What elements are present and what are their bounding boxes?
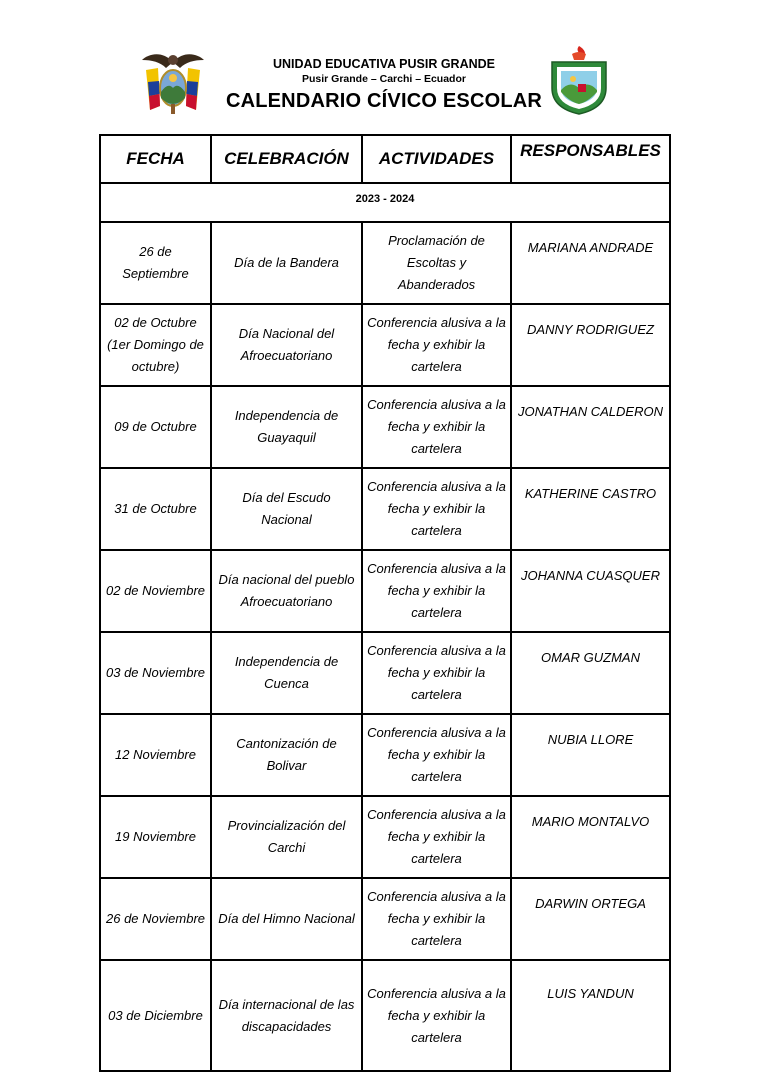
ecuador-coat-of-arms-icon — [140, 48, 206, 116]
table-row — [100, 222, 670, 304]
cell-responsable: OMAR GUZMAN — [511, 632, 670, 714]
cell-actividades: Conferencia alusiva a la fecha y exhibir la cartelera — [362, 550, 511, 632]
table-row — [100, 468, 670, 550]
cell-fecha: 02 de Noviembre — [100, 550, 211, 632]
cell-fecha: 31 de Octubre — [100, 468, 211, 550]
cell-celebracion: Día nacional del pueblo Afroecuatoriano — [211, 550, 362, 632]
cell-actividades: Proclamación de Escoltas y Abanderados — [362, 222, 511, 304]
table-header-row — [100, 135, 670, 183]
cell-actividades: Conferencia alusiva a la fecha y exhibir la cartelera — [362, 796, 511, 878]
cell-actividades: Conferencia alusiva a la fecha y exhibir la cartelera — [362, 878, 511, 960]
table-row — [100, 632, 670, 714]
cell-responsable: MARIO MONTALVO — [511, 796, 670, 878]
cell-fecha: 12 Noviembre — [100, 714, 211, 796]
table-row — [100, 304, 670, 386]
column-header-responsables: RESPONSABLES — [511, 135, 670, 183]
cell-responsable: LUIS YANDUN — [511, 960, 670, 1071]
cell-celebracion: Día Nacional del Afroecuatoriano — [211, 304, 362, 386]
cell-celebracion: Independencia de Cuenca — [211, 632, 362, 714]
table-row — [100, 386, 670, 468]
cell-actividades: Conferencia alusiva a la fecha y exhibir la cartelera — [362, 468, 511, 550]
cell-actividades: Conferencia alusiva a la fecha y exhibir la cartelera — [362, 960, 511, 1071]
column-header-celebracion: CELEBRACIÓN — [211, 135, 362, 183]
school-year: 2023 - 2024 — [100, 183, 670, 222]
civic-calendar-table — [99, 134, 671, 1072]
cell-actividades: Conferencia alusiva a la fecha y exhibir la cartelera — [362, 632, 511, 714]
school-shield-icon — [548, 44, 610, 116]
cell-responsable: JOHANNA CUASQUER — [511, 550, 670, 632]
table-row — [100, 960, 670, 1071]
cell-responsable: JONATHAN CALDERON — [511, 386, 670, 468]
cell-actividades: Conferencia alusiva a la fecha y exhibir la cartelera — [362, 714, 511, 796]
cell-fecha: 26 de Septiembre — [100, 222, 211, 304]
cell-fecha: 03 de Noviembre — [100, 632, 211, 714]
cell-actividades: Conferencia alusiva a la fecha y exhibir la cartelera — [362, 386, 511, 468]
table-row — [100, 796, 670, 878]
cell-celebracion: Provincialización del Carchi — [211, 796, 362, 878]
column-header-actividades: ACTIVIDADES — [362, 135, 511, 183]
cell-actividades: Conferencia alusiva a la fecha y exhibir la cartelera — [362, 304, 511, 386]
cell-responsable: KATHERINE CASTRO — [511, 468, 670, 550]
year-row — [100, 183, 670, 222]
cell-fecha: 03 de Diciembre — [100, 960, 211, 1071]
cell-responsable: DARWIN ORTEGA — [511, 878, 670, 960]
cell-celebracion: Cantonización de Bolivar — [211, 714, 362, 796]
cell-fecha: 26 de Noviembre — [100, 878, 211, 960]
cell-celebracion: Día del Himno Nacional — [211, 878, 362, 960]
cell-celebracion: Día de la Bandera — [211, 222, 362, 304]
column-header-fecha: FECHA — [100, 135, 211, 183]
cell-celebracion: Día internacional de las discapacidades — [211, 960, 362, 1071]
table-row — [100, 878, 670, 960]
cell-fecha: 19 Noviembre — [100, 796, 211, 878]
cell-fecha: 09 de Octubre — [100, 386, 211, 468]
page-title: CALENDARIO CÍVICO ESCOLAR — [225, 90, 543, 112]
school-name: UNIDAD EDUCATIVA PUSIR GRANDE — [273, 57, 495, 71]
table-row — [100, 550, 670, 632]
school-location: Pusir Grande – Carchi – Ecuador — [302, 73, 466, 85]
cell-celebracion: Día del Escudo Nacional — [211, 468, 362, 550]
cell-celebracion: Independencia de Guayaquil — [211, 386, 362, 468]
table-row — [100, 714, 670, 796]
cell-fecha: 02 de Octubre (1er Domingo de octubre) — [100, 304, 211, 386]
cell-responsable: DANNY RODRIGUEZ — [511, 304, 670, 386]
cell-responsable: MARIANA ANDRADE — [511, 222, 670, 304]
cell-responsable: NUBIA LLORE — [511, 714, 670, 796]
